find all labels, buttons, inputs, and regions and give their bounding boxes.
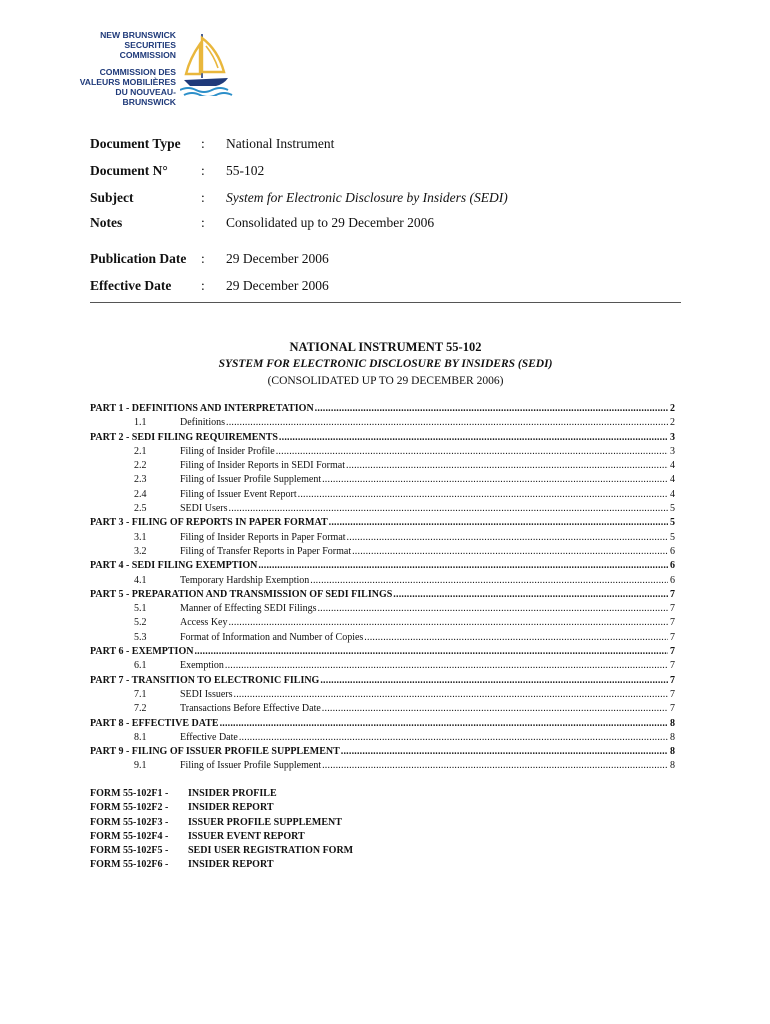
toc-page-number: 6 <box>670 574 675 586</box>
toc-section-entry[interactable] <box>90 445 675 459</box>
toc-section-entry[interactable] <box>90 531 675 545</box>
toc-page-number: 7 <box>670 603 675 615</box>
toc-section-number: 2.1 <box>134 445 147 457</box>
toc-dot-leader <box>228 616 668 630</box>
toc-dot-leader <box>329 516 668 530</box>
toc-section-entry[interactable] <box>90 574 675 588</box>
toc-page-number: 6 <box>670 560 675 572</box>
toc-part-entry[interactable] <box>90 559 675 573</box>
instrument-subtitle: SYSTEM FOR ELECTRONIC DISCLOSURE BY INSIDERS (SEDI) <box>218 358 553 370</box>
meta-value: System for Electronic Disclosure by Insiders (SEDI) <box>226 190 508 205</box>
toc-part-entry[interactable] <box>90 645 675 659</box>
form-id: FORM 55-102F5 - <box>90 845 169 857</box>
toc-section-entry[interactable] <box>90 602 675 616</box>
toc-dot-leader <box>320 674 668 688</box>
logo-wordmark <box>68 30 176 107</box>
toc-entry-label: Filing of Insider Reports in Paper Format <box>180 531 346 543</box>
toc-dot-leader <box>239 731 668 745</box>
toc-section-entry[interactable] <box>90 502 675 516</box>
horizontal-divider <box>90 302 681 303</box>
logo-line-fr-3: DU NOUVEAU-BRUNSWICK <box>115 87 176 108</box>
toc-dot-leader <box>234 688 669 702</box>
toc-dot-leader <box>352 545 668 559</box>
toc-entry-label: Definitions <box>180 417 225 429</box>
toc-entry-label: Effective Date <box>180 731 238 743</box>
meta-value: Consolidated up to 29 December 2006 <box>226 215 435 230</box>
toc-entry-label: Filing of Transfer Reports in Paper Format <box>180 545 352 557</box>
toc-dot-leader <box>194 645 668 659</box>
toc-section-entry[interactable] <box>90 473 675 487</box>
toc-section-entry[interactable] <box>90 616 675 630</box>
toc-entry-label: Filing of Insider Profile <box>180 445 275 457</box>
toc-page-number: 4 <box>670 474 675 486</box>
toc-section-number: 2.3 <box>134 474 147 486</box>
form-name: INSIDER REPORT <box>188 859 274 871</box>
toc-section-entry[interactable] <box>90 702 675 716</box>
toc-entry-label: Filing of Issuer Event Report <box>180 488 297 500</box>
toc-page-number: 4 <box>670 460 675 472</box>
toc-part-entry[interactable] <box>90 674 675 688</box>
logo-line-fr-2: VALEURS MOBILIÈRES <box>79 76 176 87</box>
toc-entry-label: PART 4 - SEDI FILING EXEMPTION <box>90 560 258 572</box>
toc-part-entry[interactable] <box>90 717 675 731</box>
meta-colon: : <box>201 190 205 205</box>
meta-value: National Instrument <box>226 136 335 151</box>
toc-section-number: 5.3 <box>134 631 147 643</box>
meta-label: Publication Date <box>90 251 187 266</box>
toc-section-entry[interactable] <box>90 759 675 773</box>
toc-entry-label: PART 3 - FILING OF REPORTS IN PAPER FORMAT <box>90 517 328 529</box>
toc-entry-label: Format of Information and Number of Copies <box>180 631 364 643</box>
toc-page-number: 8 <box>670 760 675 772</box>
toc-section-entry[interactable] <box>90 631 675 645</box>
form-id: FORM 55-102F6 - <box>90 859 169 871</box>
toc-dot-leader <box>226 416 668 430</box>
toc-page-number: 7 <box>670 660 675 672</box>
toc-entry-label: PART 1 - DEFINITIONS AND INTERPRETATION <box>90 403 314 414</box>
toc-section-number: 5.2 <box>134 617 147 629</box>
toc-dot-leader <box>317 602 668 616</box>
toc-page-number: 7 <box>670 588 675 600</box>
toc-page-number: 8 <box>670 746 675 758</box>
toc-section-entry[interactable] <box>90 545 675 559</box>
toc-dot-leader <box>347 531 668 545</box>
toc-page-number: 7 <box>670 631 675 643</box>
toc-section-entry[interactable] <box>90 659 675 673</box>
toc-section-number: 9.1 <box>134 760 147 772</box>
toc-section-number: 2.2 <box>134 460 147 472</box>
sailboat-icon <box>180 32 236 96</box>
toc-entry-label: Access Key <box>180 617 228 629</box>
meta-value: 29 December 2006 <box>226 251 329 266</box>
toc-entry-label: Transactions Before Effective Date <box>180 703 321 715</box>
toc-dot-leader <box>315 402 668 416</box>
toc-dot-leader <box>346 459 668 473</box>
toc-part-entry[interactable] <box>90 745 675 759</box>
toc-section-number: 7.2 <box>134 703 147 715</box>
form-id: FORM 55-102F4 - <box>90 830 169 842</box>
toc-page-number: 6 <box>670 545 675 557</box>
logo-line-fr-1: COMMISSION DES <box>99 66 176 77</box>
toc-section-entry[interactable] <box>90 459 675 473</box>
toc-dot-leader <box>393 588 668 602</box>
toc-dot-leader <box>322 702 668 716</box>
toc-page-number: 7 <box>670 617 675 629</box>
form-name: INSIDER REPORT <box>188 802 274 814</box>
toc-entry-label: Manner of Effecting SEDI Filings <box>180 603 317 615</box>
toc-dot-leader <box>258 559 668 573</box>
toc-page-number: 8 <box>670 717 675 729</box>
toc-dot-leader <box>298 488 668 502</box>
meta-colon: : <box>201 163 205 178</box>
meta-colon: : <box>201 215 205 230</box>
toc-entry-label: SEDI Issuers <box>180 688 233 700</box>
commission-logo <box>68 30 238 108</box>
toc-entry-label: Filing of Issuer Profile Supplement <box>180 474 322 486</box>
meta-label: Document N° <box>90 163 168 178</box>
instrument-title-block <box>90 338 681 389</box>
toc-entry-label: Filing of Issuer Profile Supplement <box>180 760 322 772</box>
toc-entry-label: PART 8 - EFFECTIVE DATE <box>90 717 219 729</box>
toc-section-entry[interactable] <box>90 731 675 745</box>
meta-label: Subject <box>90 190 134 205</box>
toc-section-number: 5.1 <box>134 603 147 615</box>
toc-dot-leader <box>310 574 668 588</box>
toc-part-entry[interactable] <box>90 516 675 530</box>
toc-entry-label: Exemption <box>180 660 224 672</box>
meta-label: Document Type <box>90 136 181 151</box>
toc-part-entry[interactable] <box>90 402 675 416</box>
form-id: FORM 55-102F2 - <box>90 802 169 814</box>
toc-dot-leader <box>276 445 668 459</box>
toc-page-number: 8 <box>670 731 675 743</box>
toc-page-number: 7 <box>670 703 675 715</box>
toc-page-number: 2 <box>670 417 675 429</box>
toc-dot-leader <box>229 502 669 516</box>
meta-colon: : <box>201 136 205 151</box>
form-name: ISSUER PROFILE SUPPLEMENT <box>188 816 342 828</box>
toc-entry-label: PART 7 - TRANSITION TO ELECTRONIC FILING <box>90 674 320 686</box>
toc-page-number: 3 <box>670 445 675 457</box>
toc-dot-leader <box>322 473 668 487</box>
toc-section-number: 8.1 <box>134 731 147 743</box>
toc-section-number: 3.2 <box>134 545 147 557</box>
toc-section-entry[interactable] <box>90 688 675 702</box>
meta-label: Effective Date <box>90 278 172 293</box>
consolidation-note: (CONSOLIDATED UP TO 29 DECEMBER 2006) <box>267 375 504 387</box>
form-name: ISSUER EVENT REPORT <box>188 830 305 842</box>
toc-page-number: 5 <box>670 503 675 515</box>
toc-entry-label: PART 5 - PREPARATION AND TRANSMISSION OF SEDI FILINGS <box>90 588 393 600</box>
toc-section-number: 1.1 <box>134 417 147 429</box>
toc-dot-leader <box>341 745 668 759</box>
form-name: INSIDER PROFILE <box>188 788 277 799</box>
toc-page-number: 5 <box>670 517 675 529</box>
toc-entry-label: SEDI Users <box>180 503 228 515</box>
meta-value: 29 December 2006 <box>226 278 329 293</box>
toc-section-number: 2.4 <box>134 488 147 500</box>
logo-line-en-2: SECURITIES COMMISSION <box>119 40 176 61</box>
toc-entry-label: Filing of Insider Reports in SEDI Format <box>180 460 345 472</box>
toc-entry-label: PART 6 - EXEMPTION <box>90 646 194 658</box>
toc-part-entry[interactable] <box>90 431 675 445</box>
toc-dot-leader <box>322 759 668 773</box>
toc-entry-label: PART 9 - FILING OF ISSUER PROFILE SUPPLEMENT <box>90 746 340 758</box>
toc-dot-leader <box>364 631 668 645</box>
toc-section-entry[interactable] <box>90 488 675 502</box>
instrument-title: NATIONAL INSTRUMENT 55-102 <box>289 340 482 354</box>
toc-page-number: 4 <box>670 488 675 500</box>
toc-section-entry[interactable] <box>90 416 675 430</box>
toc-section-number: 6.1 <box>134 660 147 672</box>
toc-section-number: 3.1 <box>134 531 147 543</box>
toc-section-number: 7.1 <box>134 688 147 700</box>
toc-page-number: 7 <box>670 688 675 700</box>
meta-value: 55-102 <box>226 163 265 178</box>
toc-section-number: 4.1 <box>134 574 147 586</box>
form-id: FORM 55-102F3 - <box>90 816 169 828</box>
table-of-contents <box>90 402 675 774</box>
toc-entry-label: Temporary Hardship Exemption <box>180 574 310 586</box>
toc-page-number: 5 <box>670 531 675 543</box>
meta-label: Notes <box>90 215 123 230</box>
meta-colon: : <box>201 278 205 293</box>
toc-page-number: 2 <box>670 403 675 414</box>
meta-colon: : <box>201 251 205 266</box>
toc-entry-label: PART 2 - SEDI FILING REQUIREMENTS <box>90 431 278 443</box>
toc-dot-leader <box>279 431 668 445</box>
toc-page-number: 3 <box>670 431 675 443</box>
toc-dot-leader <box>225 659 668 673</box>
toc-section-number: 2.5 <box>134 503 147 515</box>
toc-page-number: 7 <box>670 646 675 658</box>
form-id: FORM 55-102F1 - <box>90 788 169 799</box>
toc-part-entry[interactable] <box>90 588 675 602</box>
form-name: SEDI USER REGISTRATION FORM <box>188 845 354 857</box>
logo-line-en-1: NEW BRUNSWICK <box>100 30 176 40</box>
toc-dot-leader <box>220 717 668 731</box>
toc-page-number: 7 <box>670 674 675 686</box>
